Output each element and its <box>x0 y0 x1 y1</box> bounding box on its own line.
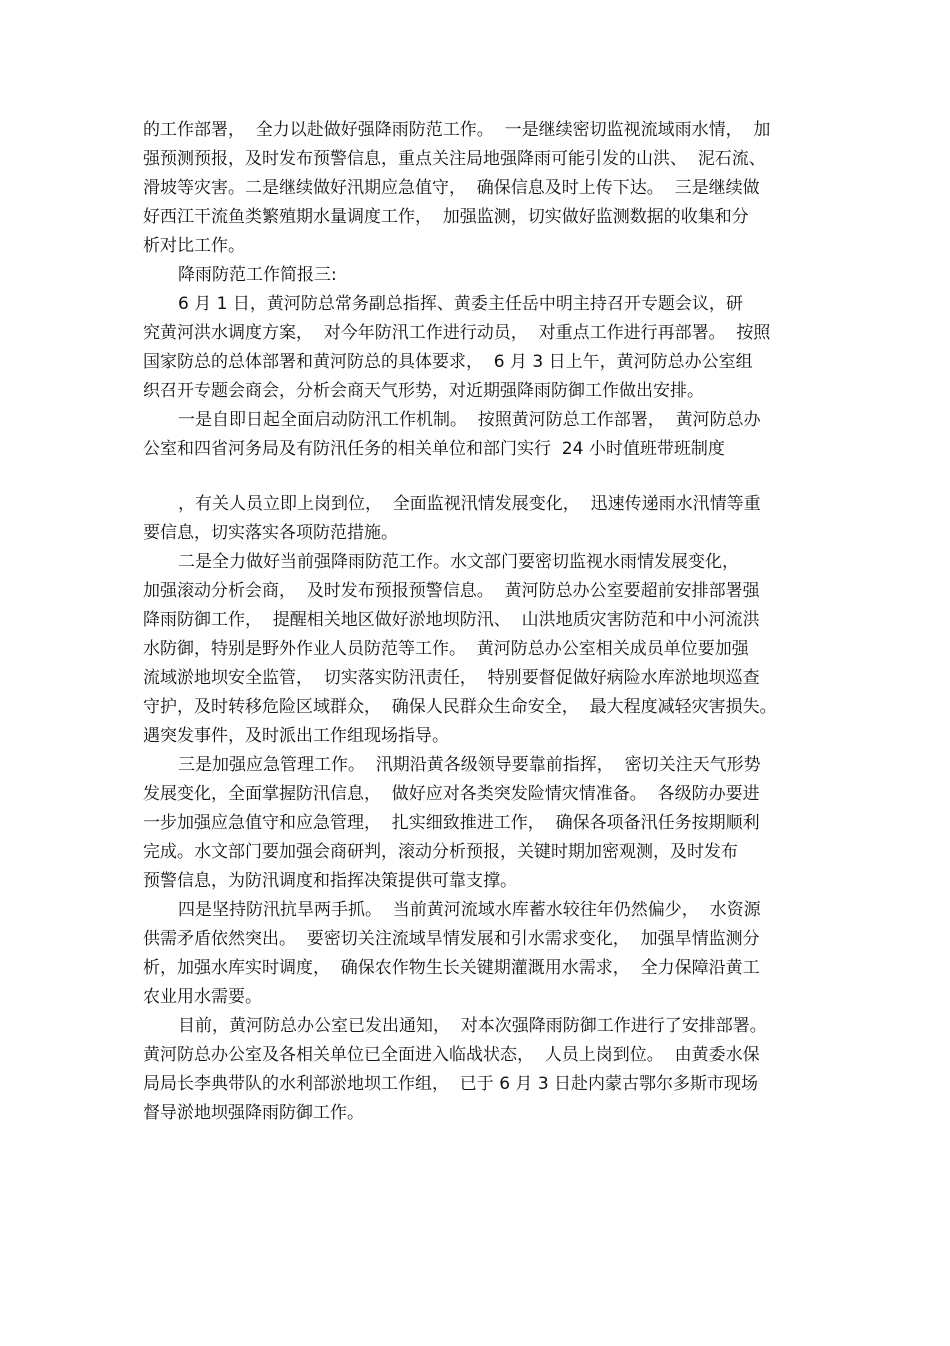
text-line: 析对比工作。 <box>143 236 245 256</box>
text-line: 农业用水需要。 <box>143 987 262 1007</box>
text-line: 水防御，特别是野外作业人员防范等工作。 黄河防总办公室相关成员单位要加强 <box>143 639 749 659</box>
text-line: 督导淤地坝强降雨防御工作。 <box>143 1103 364 1123</box>
text-line: 究黄河洪水调度方案， 对今年防汛工作进行动员， 对重点工作进行再部署。 按照 <box>143 323 771 343</box>
text-line: 预警信息，为防汛调度和指挥决策提供可靠支撑。 <box>143 871 517 891</box>
text-line: 黄河防总办公室及各相关单位已全面进入临战状态， 人员上岗到位。 由黄委水保 <box>143 1045 760 1065</box>
text-line: 守护，及时转移危险区域群众， 确保人民群众生命安全， 最大程度减轻灾害损失。 <box>143 697 777 717</box>
text-line: 的工作部署， 全力以赴做好强降雨防范工作。 一是继续密切监视流域雨水情， 加 <box>143 120 771 140</box>
text-line: 要信息，切实落实各项防范措施。 <box>143 523 398 543</box>
text-line: 强预测预报，及时发布预警信息，重点关注局地强降雨可能引发的山洪、 泥石流、 <box>143 149 766 169</box>
text-line: 二是全力做好当前强降雨防范工作。水文部门要密切监视水雨情发展变化， <box>178 552 739 572</box>
text-line: 滑坡等灾害。二是继续做好汛期应急值守， 确保信息及时上传下达。 三是继续做 <box>143 178 760 198</box>
text-line: 三是加强应急管理工作。 汛期沿黄各级领导要靠前指挥， 密切关注天气形势 <box>178 755 761 775</box>
text-line: 织召开专题会商会，分析会商天气形势，对近期强降雨防御工作做出安排。 <box>143 381 704 401</box>
text-line: 流域淤地坝安全监管， 切实落实防汛责任， 特别要督促做好病险水库淤地坝巡查 <box>143 668 760 688</box>
text-line: 发展变化，全面掌握防汛信息， 做好应对各类突发险情灾情准备。 各级防办要进 <box>143 784 760 804</box>
text-line: ，有关人员立即上岗到位， 全面监视汛情发展变化， 迅速传递雨水汛情等重 <box>178 494 761 514</box>
text-line: 完成。水文部门要加强会商研判，滚动分析预报，关键时期加密观测，及时发布 <box>143 842 738 862</box>
text-line: 析，加强水库实时调度， 确保农作物生长关键期灌溉用水需求， 全力保障沿黄工 <box>143 958 760 978</box>
text-line: 局局长李典带队的水利部淤地坝工作组， 已于 6 月 3 日赴内蒙古鄂尔多斯市现场 <box>143 1074 759 1094</box>
text-line: 遇突发事件，及时派出工作组现场指导。 <box>143 726 449 746</box>
text-line: 供需矛盾依然突出。 要密切关注流域旱情发展和引水需求变化， 加强旱情监测分 <box>143 929 760 949</box>
text-line: 四是坚持防汛抗旱两手抓。 当前黄河流域水库蓄水较往年仍然偏少， 水资源 <box>178 900 761 920</box>
text-line: 加强滚动分析会商， 及时发布预报预警信息。 黄河防总办公室要超前安排部署强 <box>143 581 760 601</box>
text-line: 6 月 1 日，黄河防总常务副总指挥、黄委主任岳中明主持召开专题会议，研 <box>178 294 743 314</box>
text-line: 好西江干流鱼类繁殖期水量调度工作， 加强监测，切实做好监测数据的收集和分 <box>143 207 749 227</box>
text-line: 公室和四省河务局及有防汛任务的相关单位和部门实行 24 小时值班带班制度 <box>143 439 725 459</box>
text-line: 一是自即日起全面启动防汛工作机制。 按照黄河防总工作部署， 黄河防总办 <box>178 410 761 430</box>
text-line: 一步加强应急值守和应急管理， 扎实细致推进工作， 确保各项备汛任务按期顺利 <box>143 813 760 833</box>
text-line: 国家防总的总体部署和黄河防总的具体要求， 6 月 3 日上午，黄河防总办公室组 <box>143 352 753 372</box>
text-line: 降雨防御工作， 提醒相关地区做好淤地坝防汛、 山洪地质灾害防范和中小河流洪 <box>143 610 760 630</box>
section-heading: 降雨防范工作简报三: <box>178 265 337 285</box>
text-line: 目前，黄河防总办公室已发出通知， 对本次强降雨防御工作进行了安排部署。 <box>178 1016 767 1036</box>
